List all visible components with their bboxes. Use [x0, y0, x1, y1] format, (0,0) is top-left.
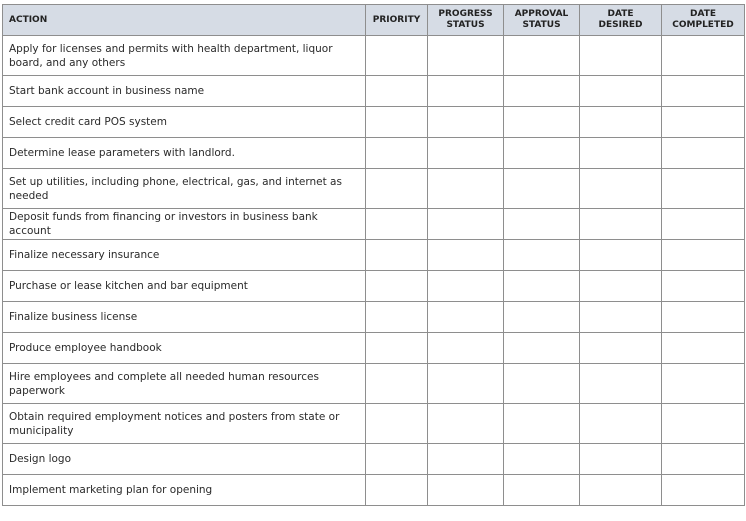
progress-status-cell[interactable] — [428, 364, 504, 404]
date-completed-cell[interactable] — [662, 333, 745, 364]
priority-cell[interactable] — [366, 76, 428, 107]
progress-status-cell[interactable] — [428, 209, 504, 240]
progress-status-cell[interactable] — [428, 138, 504, 169]
approval-status-cell[interactable] — [504, 404, 580, 444]
approval-status-cell[interactable] — [504, 302, 580, 333]
action-cell: Apply for licenses and permits with health department, liquor board, and any others — [3, 36, 366, 76]
progress-status-cell[interactable] — [428, 475, 504, 506]
header-priority: PRIORITY — [366, 5, 428, 36]
approval-status-cell[interactable] — [504, 333, 580, 364]
header-approval-status — [504, 5, 580, 36]
table-row — [3, 209, 745, 240]
date-desired-cell[interactable] — [580, 302, 662, 333]
table-row — [3, 444, 745, 475]
progress-status-cell[interactable] — [428, 333, 504, 364]
date-desired-cell[interactable] — [580, 404, 662, 444]
approval-status-cell[interactable] — [504, 271, 580, 302]
priority-cell[interactable] — [366, 169, 428, 209]
header-row — [3, 5, 745, 36]
date-desired-cell[interactable] — [580, 169, 662, 209]
approval-status-cell[interactable] — [504, 364, 580, 404]
priority-cell[interactable] — [366, 271, 428, 302]
header-action: ACTION — [3, 5, 366, 36]
date-desired-cell[interactable] — [580, 271, 662, 302]
progress-status-cell[interactable] — [428, 169, 504, 209]
progress-status-cell[interactable] — [428, 271, 504, 302]
action-checklist-table — [2, 4, 745, 506]
priority-cell[interactable] — [366, 302, 428, 333]
approval-status-cell[interactable] — [504, 76, 580, 107]
table-row — [3, 333, 745, 364]
table-row — [3, 364, 745, 404]
date-completed-cell[interactable] — [662, 444, 745, 475]
approval-status-cell[interactable] — [504, 209, 580, 240]
action-cell: Finalize business license — [3, 302, 366, 333]
priority-cell[interactable] — [366, 138, 428, 169]
priority-cell[interactable] — [366, 240, 428, 271]
approval-status-cell[interactable] — [504, 444, 580, 475]
header-approval-line1: APPROVAL — [514, 9, 569, 19]
progress-status-cell[interactable] — [428, 76, 504, 107]
priority-cell[interactable] — [366, 404, 428, 444]
action-cell: Design logo — [3, 444, 366, 475]
priority-cell[interactable] — [366, 36, 428, 76]
table-row — [3, 475, 745, 506]
date-completed-cell[interactable] — [662, 107, 745, 138]
date-desired-cell[interactable] — [580, 36, 662, 76]
progress-status-cell[interactable] — [428, 444, 504, 475]
date-completed-cell[interactable] — [662, 302, 745, 333]
action-cell: Purchase or lease kitchen and bar equipment — [3, 271, 366, 302]
table-row — [3, 107, 745, 138]
header-date-desired-line1: DATE — [607, 9, 634, 19]
date-completed-cell[interactable] — [662, 169, 745, 209]
date-desired-cell[interactable] — [580, 138, 662, 169]
date-completed-cell[interactable] — [662, 240, 745, 271]
date-completed-cell[interactable] — [662, 138, 745, 169]
action-cell: Select credit card POS system — [3, 107, 366, 138]
priority-cell[interactable] — [366, 107, 428, 138]
date-completed-cell[interactable] — [662, 271, 745, 302]
approval-status-cell[interactable] — [504, 138, 580, 169]
header-date-completed — [662, 5, 745, 36]
priority-cell[interactable] — [366, 333, 428, 364]
date-completed-cell[interactable] — [662, 209, 745, 240]
date-desired-cell[interactable] — [580, 444, 662, 475]
action-cell: Deposit funds from financing or investors in business bank account — [3, 209, 366, 240]
date-desired-cell[interactable] — [580, 475, 662, 506]
table-row — [3, 138, 745, 169]
approval-status-cell[interactable] — [504, 36, 580, 76]
action-cell: Determine lease parameters with landlord. — [3, 138, 366, 169]
header-date-desired — [580, 5, 662, 36]
action-cell: Produce employee handbook — [3, 333, 366, 364]
header-date-completed-line1: DATE — [689, 9, 717, 19]
action-cell: Finalize necessary insurance — [3, 240, 366, 271]
progress-status-cell[interactable] — [428, 302, 504, 333]
approval-status-cell[interactable] — [504, 169, 580, 209]
date-completed-cell[interactable] — [662, 404, 745, 444]
progress-status-cell[interactable] — [428, 36, 504, 76]
progress-status-cell[interactable] — [428, 404, 504, 444]
date-desired-cell[interactable] — [580, 333, 662, 364]
header-progress-line2: STATUS — [446, 20, 485, 30]
header-progress-status — [428, 5, 504, 36]
date-completed-cell[interactable] — [662, 36, 745, 76]
table-row — [3, 76, 745, 107]
header-date-desired-line2: DESIRED — [598, 20, 643, 30]
priority-cell[interactable] — [366, 444, 428, 475]
date-desired-cell[interactable] — [580, 209, 662, 240]
approval-status-cell[interactable] — [504, 107, 580, 138]
date-completed-cell[interactable] — [662, 364, 745, 404]
priority-cell[interactable] — [366, 209, 428, 240]
date-completed-cell[interactable] — [662, 475, 745, 506]
progress-status-cell[interactable] — [428, 107, 504, 138]
date-desired-cell[interactable] — [580, 76, 662, 107]
date-desired-cell[interactable] — [580, 107, 662, 138]
action-cell: Set up utilities, including phone, electrical, gas, and internet as needed — [3, 169, 366, 209]
table-row — [3, 302, 745, 333]
action-cell: Start bank account in business name — [3, 76, 366, 107]
action-cell: Obtain required employment notices and posters from state or municipality — [3, 404, 366, 444]
table-row — [3, 36, 745, 76]
header-progress-line1: PROGRESS — [438, 9, 493, 19]
date-desired-cell[interactable] — [580, 240, 662, 271]
approval-status-cell[interactable] — [504, 475, 580, 506]
priority-cell[interactable] — [366, 364, 428, 404]
header-approval-line2: STATUS — [522, 20, 561, 30]
table-row — [3, 271, 745, 302]
approval-status-cell[interactable] — [504, 240, 580, 271]
action-cell: Implement marketing plan for opening — [3, 475, 366, 506]
action-cell: Hire employees and complete all needed human resources paperwork — [3, 364, 366, 404]
table-row — [3, 404, 745, 444]
progress-status-cell[interactable] — [428, 240, 504, 271]
table-row — [3, 169, 745, 209]
table-row — [3, 240, 745, 271]
priority-cell[interactable] — [366, 475, 428, 506]
header-date-completed-line2: COMPLETED — [672, 20, 734, 30]
date-desired-cell[interactable] — [580, 364, 662, 404]
date-completed-cell[interactable] — [662, 76, 745, 107]
